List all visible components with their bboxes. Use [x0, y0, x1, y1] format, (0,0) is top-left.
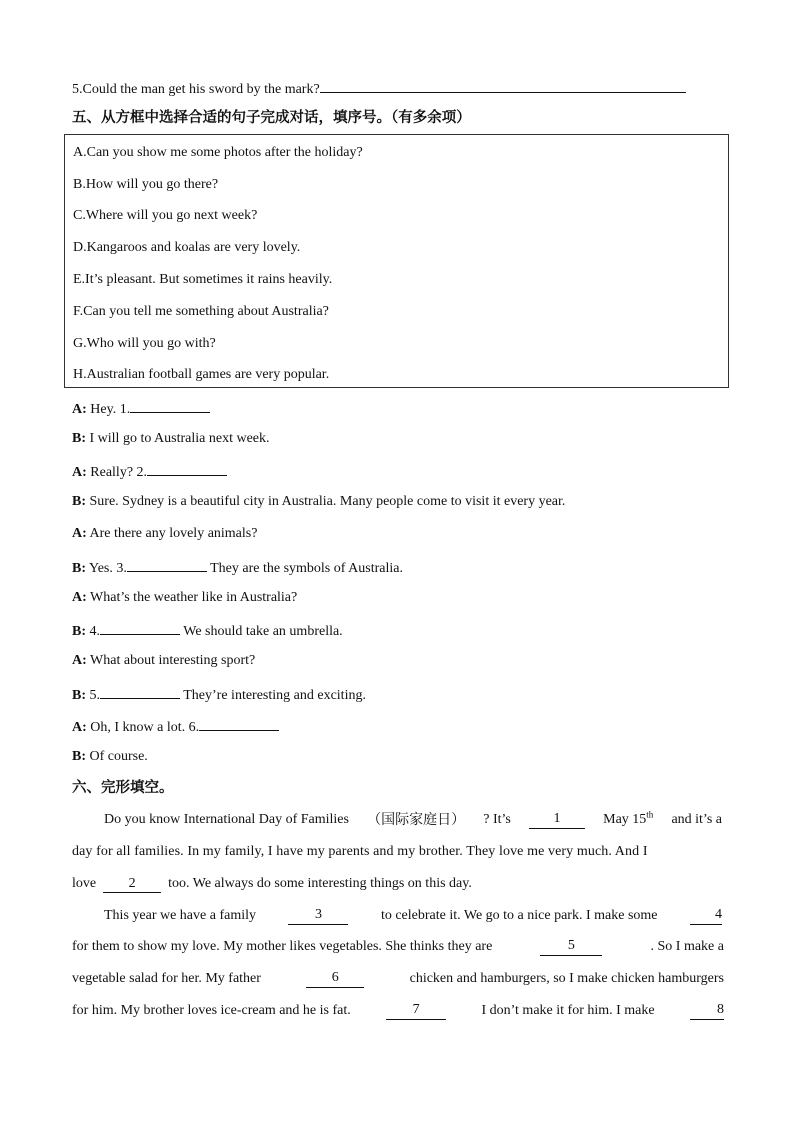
- cloze-p2-line-3: [72, 970, 724, 988]
- cloze-text: vegetable salad for her. My father: [72, 971, 261, 986]
- dialogue-line-12: [72, 748, 148, 766]
- cloze-blank-7[interactable]: 7: [386, 1002, 446, 1020]
- cloze-blank-5[interactable]: 5: [540, 938, 602, 956]
- dialogue-line-10: [72, 684, 366, 705]
- cloze-p2-line-4: [72, 1002, 724, 1020]
- dialogue-line-1: [72, 398, 210, 419]
- speaker-a: A:: [72, 402, 87, 417]
- dialogue-line-7: [72, 589, 297, 607]
- option-f: F.Can you tell me something about Australia?: [73, 304, 329, 319]
- dialogue-text: Are there any lovely animals?: [89, 526, 258, 541]
- options-box: [64, 134, 729, 388]
- cloze-text: Do you know International Day of Families: [104, 812, 349, 827]
- cloze-text-chinese: （国际家庭日）: [367, 812, 466, 828]
- dialogue-line-4: [72, 493, 565, 511]
- cloze-text: for them to show my love. My mother likes vegetables. She thinks they are: [72, 939, 493, 954]
- option-g: G.Who will you go with?: [73, 336, 216, 351]
- cloze-text: I don’t make it for him. I make: [481, 1003, 655, 1018]
- speaker-a: A:: [72, 720, 87, 735]
- speaker-b: B:: [72, 431, 86, 446]
- answer-blank-6[interactable]: [199, 716, 279, 731]
- cloze-text: May 15: [603, 812, 647, 827]
- dialogue-text: I will go to Australia next week.: [89, 431, 270, 446]
- speaker-a: A:: [72, 653, 87, 668]
- cloze-blank-4[interactable]: 4: [690, 907, 722, 925]
- cloze-text: and it’s a: [671, 812, 722, 827]
- dialogue-text: Sure. Sydney is a beautiful city in Australia. Many people come to visit it every year.: [89, 494, 566, 509]
- dialogue-text-after: They are the symbols of Australia.: [206, 561, 403, 576]
- dialogue-line-3: [72, 461, 227, 482]
- cloze-p1-line-1: [104, 811, 722, 829]
- speaker-b: B:: [72, 688, 86, 703]
- speaker-a: A:: [72, 526, 87, 541]
- option-h: H.Australian football games are very popular.: [73, 367, 330, 382]
- speaker-a: A:: [72, 590, 87, 605]
- cloze-text: This year we have a family: [104, 908, 256, 923]
- dialogue-line-11: [72, 716, 279, 737]
- dialogue-text: 5.: [89, 688, 100, 703]
- question-5-text: 5.Could the man get his sword by the mark?: [72, 82, 320, 97]
- section-5-title: 五、从方框中选择合适的句子完成对话，填序号。（有多余项）: [72, 110, 471, 126]
- option-b: B.How will you go there?: [73, 177, 219, 192]
- dialogue-text-after: We should take an umbrella.: [180, 624, 343, 639]
- superscript: th: [646, 809, 654, 820]
- dialogue-text: Hey. 1.: [90, 402, 131, 417]
- answer-line-q5[interactable]: [320, 78, 686, 93]
- dialogue-line-6: [72, 557, 403, 578]
- answer-blank-1[interactable]: [130, 398, 210, 413]
- speaker-b: B:: [72, 494, 86, 509]
- dialogue-text: What’s the weather like in Australia?: [90, 590, 298, 605]
- option-a: A.Can you show me some photos after the holiday?: [73, 145, 363, 160]
- cloze-blank-6[interactable]: 6: [306, 970, 364, 988]
- cloze-p1-line-3: [72, 875, 724, 893]
- speaker-a: A:: [72, 465, 87, 480]
- question-5: [72, 78, 686, 99]
- dialogue-text: 4.: [89, 624, 100, 639]
- option-d: D.Kangaroos and koalas are very lovely.: [73, 240, 301, 255]
- cloze-text: love: [72, 876, 97, 891]
- cloze-text-group: [603, 811, 653, 829]
- answer-blank-4[interactable]: [100, 620, 180, 635]
- cloze-p2-line-1: [104, 907, 722, 925]
- cloze-text: to celebrate it. We go to a nice park. I make some: [380, 908, 658, 923]
- cloze-blank-2[interactable]: 2: [103, 876, 161, 893]
- cloze-text: chicken and hamburgers, so I make chicken hamburgers: [409, 971, 724, 986]
- speaker-b: B:: [72, 749, 86, 764]
- cloze-p2-line-2: [72, 938, 724, 956]
- answer-blank-3[interactable]: [127, 557, 207, 572]
- dialogue-text-after: They’re interesting and exciting.: [180, 688, 366, 703]
- dialogue-line-2: [72, 430, 270, 448]
- dialogue-text: Yes. 3.: [88, 561, 127, 576]
- speaker-b: B:: [72, 624, 86, 639]
- cloze-text: for him. My brother loves ice-cream and he is fat.: [72, 1003, 351, 1018]
- dialogue-line-5: [72, 525, 257, 543]
- option-c: C.Where will you go next week?: [73, 208, 258, 223]
- answer-blank-5[interactable]: [100, 684, 180, 699]
- cloze-blank-8[interactable]: 8: [690, 1002, 724, 1020]
- cloze-p1-line-2: day for all families. In my family, I have my parents and my brother. They love me very much. And I: [72, 844, 648, 859]
- cloze-text: ? It’s: [483, 812, 511, 827]
- dialogue-text: Of course.: [89, 749, 148, 764]
- answer-blank-2[interactable]: [147, 461, 227, 476]
- dialogue-text: Oh, I know a lot. 6.: [90, 720, 200, 735]
- speaker-b: B:: [72, 561, 86, 576]
- dialogue-line-9: [72, 652, 255, 670]
- section-6-title: 六、完形填空。: [72, 780, 174, 796]
- cloze-text: . So I make a: [650, 939, 724, 954]
- dialogue-text: Really? 2.: [90, 465, 148, 480]
- cloze-text: too. We always do some interesting things on this day.: [168, 876, 472, 891]
- dialogue-text: What about interesting sport?: [90, 653, 256, 668]
- option-e: E.It’s pleasant. But sometimes it rains heavily.: [73, 272, 333, 287]
- dialogue-line-8: [72, 620, 343, 641]
- cloze-blank-3[interactable]: 3: [288, 907, 348, 925]
- cloze-blank-1[interactable]: 1: [529, 811, 585, 829]
